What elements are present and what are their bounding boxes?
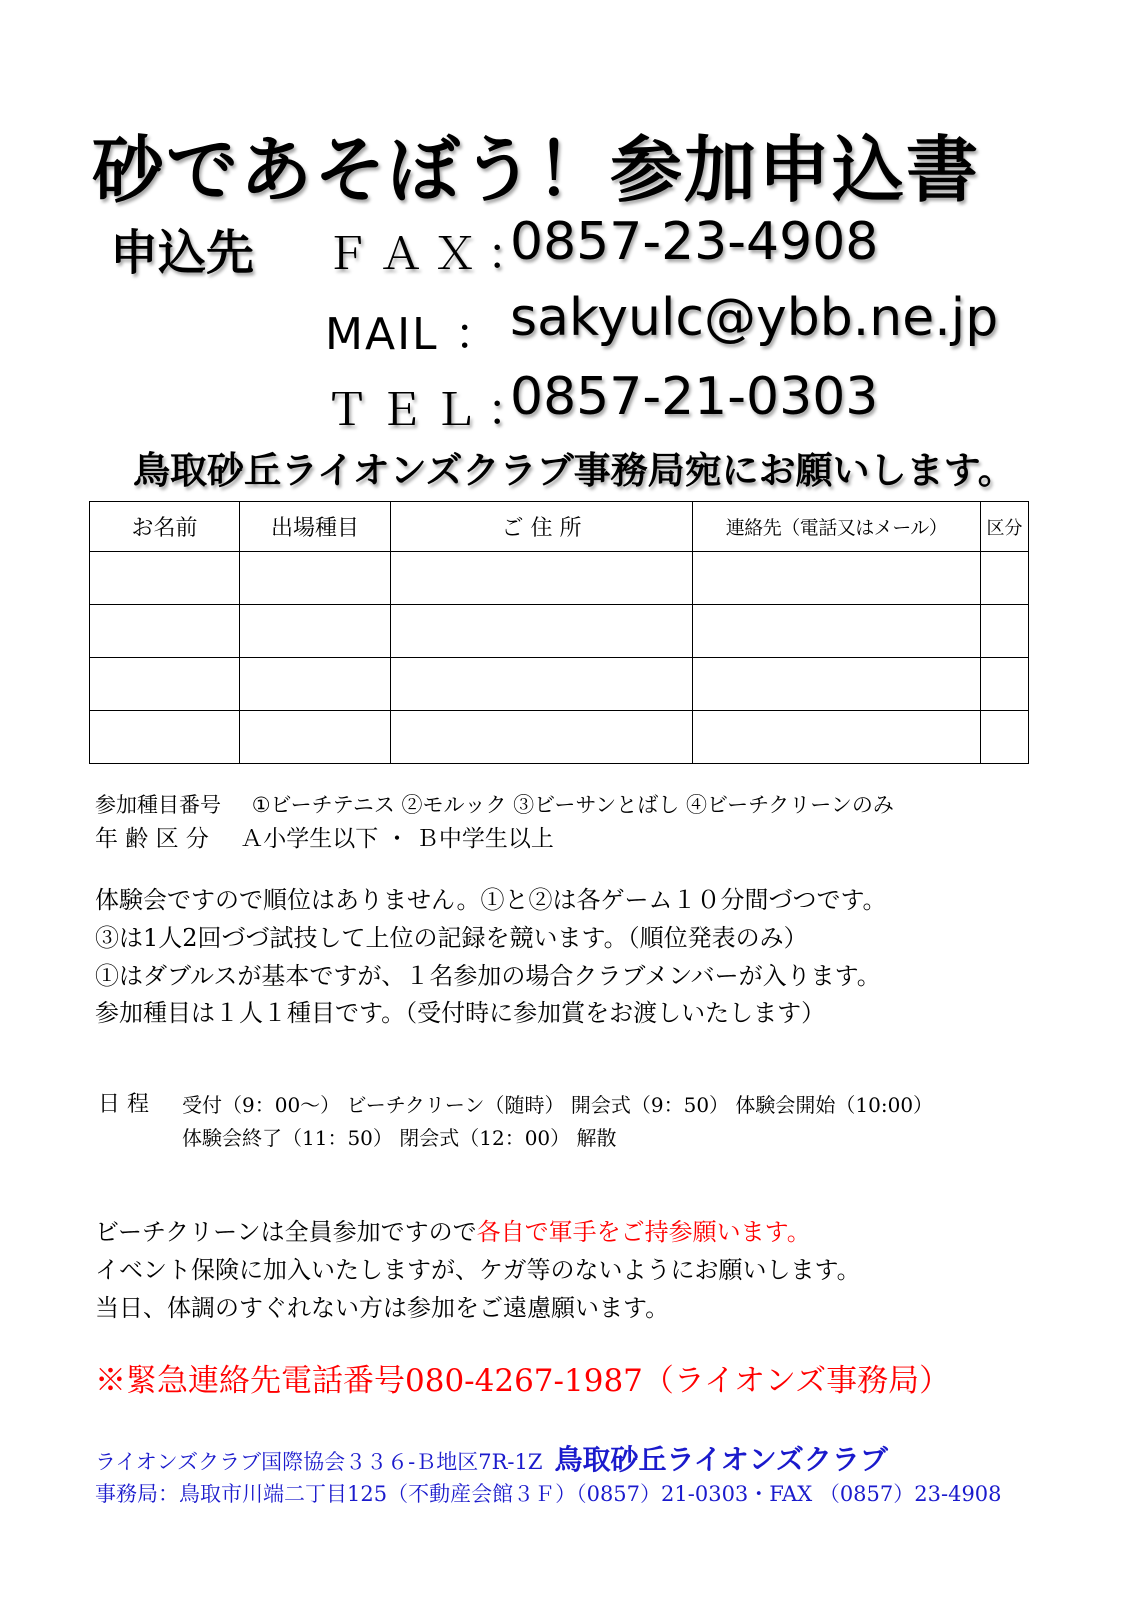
contact-cell[interactable]	[693, 552, 981, 605]
col-header-address: ご 住 所	[391, 502, 693, 552]
table-row	[90, 552, 1029, 605]
reminder-text: ビーチクリーンは全員参加ですので	[95, 1218, 477, 1246]
tel-label: ＴＥＬ：	[325, 385, 541, 436]
address-cell[interactable]	[391, 605, 693, 658]
mail-address: sakyulc@ybb.ne.jp	[510, 288, 999, 348]
name-cell[interactable]	[90, 552, 240, 605]
table-row	[90, 711, 1029, 764]
info-line: 参加種目は１人１種目です。（受付時に参加賞をお渡しいたします）	[95, 999, 826, 1027]
info-line: 体験会ですので順位はありません。①と②は各ゲーム１０分間づつです。	[95, 886, 887, 914]
info-line: ③は1人2回づづ試技して上位の記録を競います。（順位発表のみ）	[95, 924, 808, 952]
application-form-table	[89, 501, 1029, 764]
reminder-line: イベント保険に加入いたしますが、ケガ等のないようにお願いします。	[95, 1256, 861, 1284]
col-header-event: 出場種目	[240, 502, 391, 552]
event-cell[interactable]	[240, 605, 391, 658]
footer-office-address: 事務局：鳥取市川端二丁目125（不動産会館３Ｆ）（0857）21-0303・FAX （0857）23-4908	[95, 1482, 1002, 1506]
table-row	[90, 658, 1029, 711]
age-class-label: 年 齢 区 分	[95, 826, 209, 852]
event-numbers-line	[95, 789, 894, 819]
apply-to-label: 申込先	[110, 225, 255, 281]
name-cell[interactable]	[90, 658, 240, 711]
footer-club-name: 鳥取砂丘ライオンズクラブ	[554, 1443, 888, 1476]
schedule-label: 日 程	[98, 1092, 149, 1117]
page-title: 砂であそぼう！参加申込書	[92, 128, 981, 212]
contact-cell[interactable]	[693, 605, 981, 658]
age-class-line	[95, 820, 554, 853]
name-cell[interactable]	[90, 711, 240, 764]
col-header-category: 区分	[981, 502, 1029, 552]
address-cell[interactable]	[391, 552, 693, 605]
age-class-values: Ａ小学生以下 ・ Ｂ中学生以上	[240, 826, 554, 852]
table-header-row	[90, 502, 1029, 552]
mail-label: MAIL ：	[325, 309, 501, 360]
event-cell[interactable]	[240, 658, 391, 711]
category-cell[interactable]	[981, 711, 1029, 764]
footer-organization-line	[95, 1438, 888, 1478]
contact-cell[interactable]	[693, 658, 981, 711]
col-header-contact: 連絡先（電話又はメール）	[693, 502, 981, 552]
category-cell[interactable]	[981, 658, 1029, 711]
reminder-line	[95, 1212, 811, 1247]
table-row	[90, 605, 1029, 658]
category-cell[interactable]	[981, 552, 1029, 605]
schedule-line: 体験会終了（11：50） 閉会式（12：00） 解散	[182, 1126, 617, 1150]
event-cell[interactable]	[240, 711, 391, 764]
address-cell[interactable]	[391, 658, 693, 711]
fax-number: 0857-23-4908	[510, 212, 879, 272]
address-cell[interactable]	[391, 711, 693, 764]
footer-org: ライオンズクラブ国際協会３３６-Ｂ地区7R-1Z	[95, 1450, 543, 1474]
emergency-contact: ※緊急連絡先電話番号080-4267-1987（ライオンズ事務局）	[95, 1363, 951, 1399]
schedule-line: 受付（9：00～） ビーチクリーン（随時） 開会式（9：50） 体験会開始（10:00）	[182, 1093, 934, 1117]
fax-label: ＦＡＸ：	[325, 229, 541, 280]
reminder-gloves-highlight: 各自で軍手をご持参願います。	[476, 1218, 811, 1246]
addressee-line: 鳥取砂丘ライオンズクラブ事務局宛にお願いします。	[133, 449, 1015, 492]
tel-number: 0857-21-0303	[510, 367, 879, 427]
event-numbers-label: 参加種目番号	[95, 793, 221, 817]
event-cell[interactable]	[240, 552, 391, 605]
name-cell[interactable]	[90, 605, 240, 658]
reminder-line: 当日、体調のすぐれない方は参加をご遠慮願います。	[95, 1294, 670, 1322]
event-numbers-list: ①ビーチテニス ②モルック ③ビーサンとばし ④ビーチクリーンのみ	[251, 793, 894, 817]
category-cell[interactable]	[981, 605, 1029, 658]
info-line: ①はダブルスが基本ですが、１名参加の場合クラブメンバーが入ります。	[95, 962, 881, 990]
col-header-name: お名前	[90, 502, 240, 552]
contact-cell[interactable]	[693, 711, 981, 764]
